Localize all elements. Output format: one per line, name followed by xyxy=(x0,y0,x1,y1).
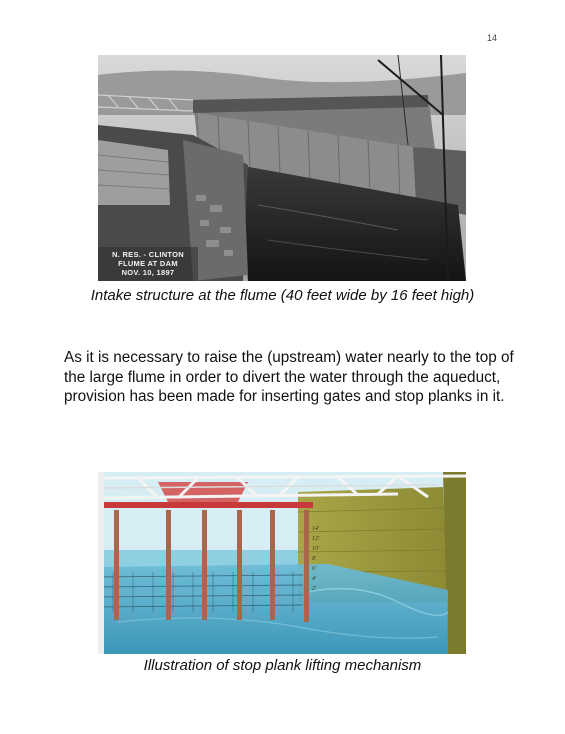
depth-scale-mark: 10' xyxy=(312,546,320,552)
depth-scale-mark: 4' xyxy=(312,576,317,582)
depth-scale-mark: 2' xyxy=(312,586,317,592)
stop-plank-illustration xyxy=(98,472,466,654)
depth-scale-mark: 8' xyxy=(312,556,317,562)
depth-scale-mark: 14' xyxy=(312,526,320,532)
depth-scale xyxy=(312,524,326,594)
photo-stamp-line: FLUME AT DAM xyxy=(118,259,178,268)
body-paragraph: As it is necessary to raise the (upstream) water nearly to the top of the large flume in order to divert the water through the aqueduct, provision has been made for inserting gates and stop planks in it. xyxy=(64,349,514,405)
photo-stamp xyxy=(100,250,196,277)
depth-scale-mark: 6' xyxy=(312,566,317,572)
page-number: 14 xyxy=(487,33,498,43)
photo-stamp-line: NOV. 10, 1897 xyxy=(121,268,175,277)
photo-stamp-line: N. RES. - CLINTON xyxy=(111,250,185,259)
photo-caption: Intake structure at the flume (40 feet wide by 16 feet high) xyxy=(90,287,475,304)
depth-scale-mark: 12' xyxy=(312,536,320,542)
intake-structure-photo xyxy=(98,55,466,281)
illustration-caption: Illustration of stop plank lifting mechanism xyxy=(143,657,422,674)
